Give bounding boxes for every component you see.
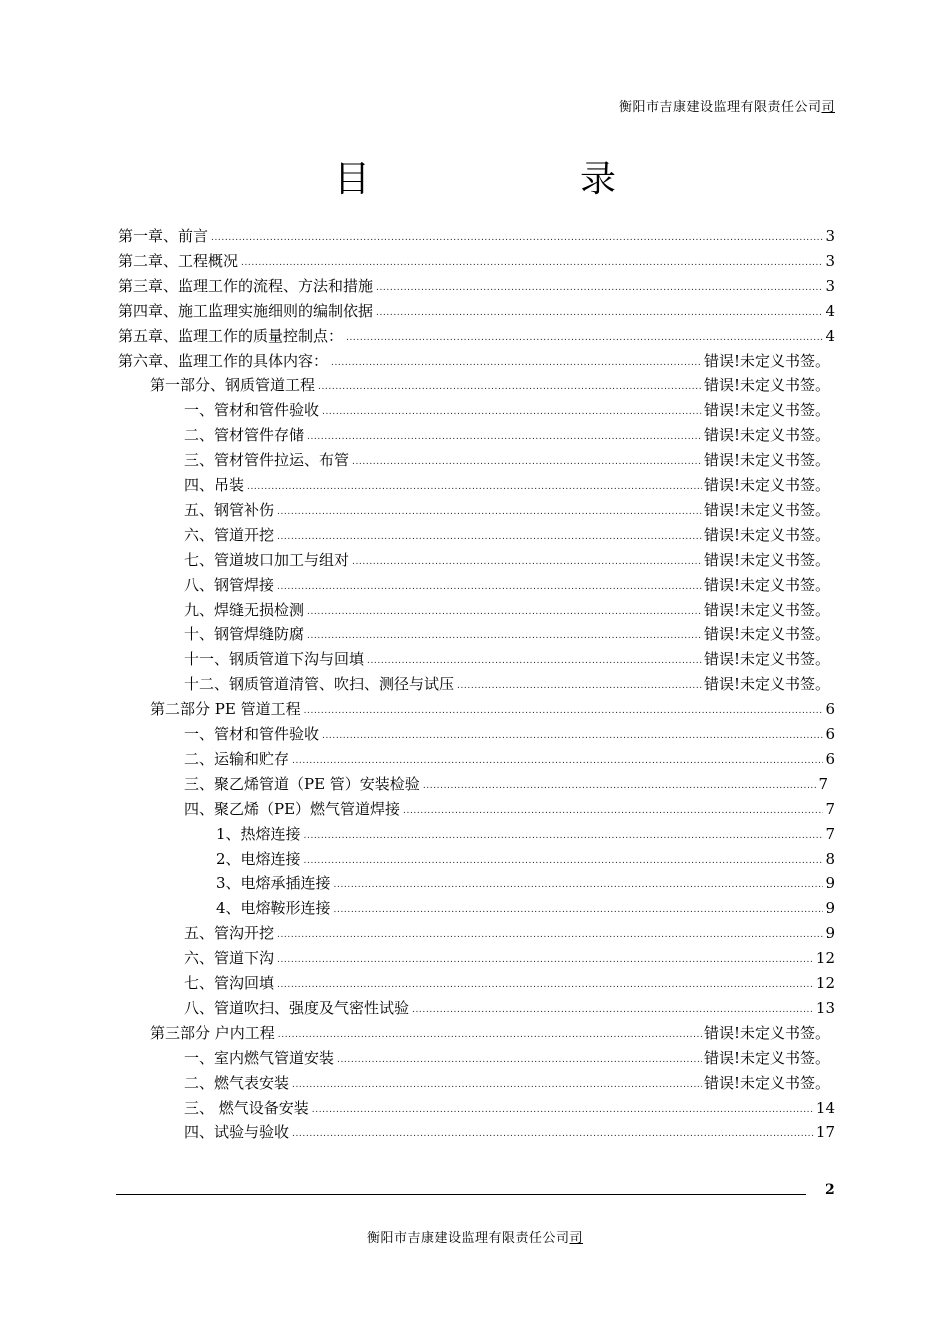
toc-dot-leader [278, 1022, 702, 1044]
toc-entry-page: 错误!未定义书签。 [703, 351, 830, 370]
toc-dot-leader [346, 325, 823, 347]
toc-entry[interactable] [184, 673, 830, 695]
page-number: 2 [825, 1182, 835, 1198]
toc-entry-page: 错误!未定义书签。 [703, 600, 830, 619]
toc-entry-title: 五、管沟开挖 [184, 924, 275, 943]
toc-entry-title: 五、钢管补伤 [184, 500, 275, 519]
toc-entry[interactable] [118, 275, 835, 297]
toc-dot-leader [241, 250, 823, 272]
toc-entry-page: 9 [825, 874, 835, 893]
footer-company [0, 1227, 950, 1246]
toc-entry[interactable] [216, 897, 835, 919]
toc-entry-title: 4、电熔鞍形连接 [216, 899, 331, 918]
toc-dot-leader [304, 698, 824, 720]
toc-entry-title: 3、电熔承插连接 [216, 874, 331, 893]
toc-dot-leader [403, 798, 823, 820]
toc-entry-title: 一、管材和管件验收 [184, 401, 320, 420]
toc-entry-title: 九、焊缝无损检测 [184, 600, 305, 619]
toc-dot-leader [376, 300, 823, 322]
toc-entry-page: 12 [815, 949, 835, 968]
toc-entry-page: 3 [825, 227, 835, 245]
toc-entry-title: 第一章、前言 [118, 227, 209, 245]
toc-dot-leader [367, 648, 702, 670]
toc-entry-page: 4 [825, 326, 835, 345]
toc-dot-leader [277, 947, 814, 969]
header-company-tail: 司 [821, 100, 835, 115]
toc-entry-page: 9 [825, 924, 835, 943]
toc-entry-page: 错误!未定义书签。 [703, 426, 830, 445]
toc-entry-title: 十一、钢质管道下沟与回填 [184, 650, 365, 669]
toc-entry[interactable] [184, 798, 835, 820]
toc-entry-title: 第四章、施工监理实施细则的编制依据 [118, 301, 374, 320]
toc-dot-leader [331, 350, 702, 372]
toc-entry-page: 7 [825, 824, 835, 843]
toc-entry-page: 错误!未定义书签。 [703, 675, 830, 694]
toc-entry-page: 6 [825, 749, 835, 768]
footer-company-tail: 司 [569, 1231, 584, 1246]
toc-entry-page: 错误!未定义书签。 [703, 575, 830, 594]
toc-dot-leader [322, 723, 823, 745]
toc-entry-page: 错误!未定义书签。 [703, 500, 830, 519]
toc-entry[interactable] [150, 1022, 830, 1044]
toc-dot-leader [277, 972, 814, 994]
toc-entry-title: 一、室内燃气管道安装 [184, 1048, 335, 1067]
toc-entry[interactable] [150, 698, 835, 720]
toc-entry-title: 六、管道开挖 [184, 525, 275, 544]
toc-dot-leader [307, 424, 702, 446]
toc-entry-page: 7 [825, 799, 835, 818]
toc-entry-page: 错误!未定义书签。 [703, 550, 830, 569]
toc-dot-leader [376, 275, 823, 297]
toc-entry-title: 八、管道吹扫、强度及气密性试验 [184, 998, 410, 1017]
toc-entry-title: 一、管材和管件验收 [184, 725, 320, 743]
toc-entry[interactable] [184, 549, 830, 571]
toc-entry[interactable] [216, 823, 835, 845]
toc-entry[interactable] [184, 997, 835, 1019]
toc-entry-page: 14 [815, 1098, 835, 1117]
toc-dot-leader [247, 474, 702, 496]
toc-entry[interactable] [118, 300, 835, 322]
toc-entry-title: 第一部分、钢质管道工程 [150, 376, 316, 395]
toc-entry-page: 6 [825, 700, 835, 719]
toc-entry-title: 二、运输和贮存 [184, 749, 290, 768]
toc-dot-leader [307, 599, 702, 621]
toc-entry-page: 3 [825, 276, 835, 295]
toc-entry-title: 第二章、工程概况 [118, 251, 239, 270]
toc-entry-page: 17 [815, 1123, 835, 1142]
toc-dot-leader [277, 499, 702, 521]
toc-entry[interactable] [184, 723, 835, 745]
toc-entry[interactable] [184, 1047, 830, 1069]
toc-entry-title: 第二部分 PE 管道工程 [150, 700, 301, 719]
footer-rule [116, 1194, 806, 1195]
toc-entry-title: 八、钢管焊接 [184, 575, 275, 594]
toc-entry-page: 3 [825, 251, 835, 270]
toc-dot-leader [304, 848, 824, 870]
toc-entry[interactable] [184, 648, 830, 670]
toc-dot-leader [292, 1072, 702, 1094]
toc-dot-leader [318, 374, 702, 396]
toc-entry-title: 二、燃气表安装 [184, 1073, 290, 1092]
toc-dot-leader [292, 748, 823, 770]
toc-entry[interactable] [184, 972, 835, 994]
toc-dot-leader [337, 1047, 702, 1069]
toc-dot-leader [457, 673, 702, 695]
toc-entry[interactable] [184, 1121, 835, 1143]
toc-entry-page: 错误!未定义书签。 [703, 476, 830, 494]
toc-dot-leader [334, 872, 824, 894]
toc-dot-leader [322, 399, 702, 421]
toc-entry[interactable] [184, 499, 830, 521]
toc-entry-page: 13 [815, 998, 835, 1017]
toc-dot-leader [277, 524, 702, 546]
toc-entry-title: 四、吊装 [184, 476, 245, 494]
toc-entry[interactable] [118, 350, 830, 372]
toc-entry-page: 6 [825, 725, 835, 743]
toc-entry-title: 四、试验与验收 [184, 1123, 290, 1142]
toc-entry-title: 第五章、监理工作的质量控制点： [118, 326, 344, 345]
toc-dot-leader [277, 574, 702, 596]
toc-entry[interactable] [184, 748, 835, 770]
toc-entry[interactable] [184, 599, 830, 621]
toc-dot-leader [292, 1121, 814, 1143]
toc-dot-leader [352, 549, 702, 571]
toc-entry-page: 错误!未定义书签。 [703, 451, 830, 470]
toc-entry-title: 三、 燃气设备安装 [184, 1098, 309, 1117]
toc-entry-page: 4 [825, 301, 835, 320]
toc-entry[interactable] [118, 325, 835, 347]
toc-entry-title: 七、管道坡口加工与组对 [184, 550, 350, 569]
toc-entry-title: 十二、钢质管道清管、吹扫、测径与试压 [184, 675, 455, 694]
toc-entry[interactable] [184, 574, 830, 596]
toc-entry-title: 三、聚乙烯管道（PE 管）安装检验 [184, 774, 420, 793]
toc-entry[interactable] [184, 424, 830, 446]
toc-entry[interactable] [216, 848, 835, 870]
toc-entry-page: 错误!未定义书签。 [703, 650, 830, 669]
toc-entry-page: 8 [825, 849, 835, 868]
toc-entry[interactable] [216, 872, 835, 894]
toc-entry[interactable] [184, 773, 828, 795]
toc-dot-leader [307, 623, 702, 645]
toc-entry[interactable] [184, 1072, 830, 1094]
toc-entry-title: 二、管材管件存储 [184, 426, 305, 445]
toc-entry-page: 错误!未定义书签。 [703, 1073, 830, 1092]
toc-entry-page: 12 [815, 974, 835, 992]
toc-entry-page: 9 [825, 899, 835, 918]
toc-title-char-1: 目 [334, 159, 371, 200]
toc-entry-title: 六、管道下沟 [184, 949, 275, 968]
toc-entry-title: 七、管沟回填 [184, 974, 275, 992]
toc-entry-title: 2、电熔连接 [216, 849, 301, 868]
toc-entry[interactable] [184, 449, 830, 471]
toc-entry[interactable] [184, 947, 835, 969]
toc-entry-title: 1、热熔连接 [216, 824, 301, 843]
toc-entry[interactable] [184, 399, 830, 421]
toc-entry-title: 三、管材管件拉运、布管 [184, 451, 350, 470]
toc-dot-leader [334, 897, 824, 919]
toc-entry-page: 错误!未定义书签。 [703, 1048, 830, 1067]
header-company-name: 衡阳市吉康建设监理有限责任公司 [618, 100, 822, 115]
toc-entry[interactable] [184, 1097, 835, 1119]
toc-dot-leader [352, 449, 702, 471]
toc-dot-leader [277, 922, 823, 944]
toc-entry[interactable] [150, 374, 830, 396]
toc-entry-title: 十、钢管焊缝防腐 [184, 625, 305, 644]
toc-entry-title: 第三部分 户内工程 [150, 1023, 275, 1042]
footer-company-name: 衡阳市吉康建设监理有限责任公司 [366, 1231, 570, 1246]
toc-entry[interactable] [184, 922, 835, 944]
toc-entry-page: 错误!未定义书签。 [703, 525, 830, 544]
toc-dot-leader [312, 1097, 814, 1119]
toc-entry-page: 错误!未定义书签。 [703, 625, 830, 644]
toc-entry-title: 第六章、监理工作的具体内容： [118, 351, 329, 370]
toc-entry-page: 错误!未定义书签。 [703, 401, 830, 420]
toc-title-char-2: 录 [580, 159, 617, 200]
toc-entry-title: 第三章、监理工作的流程、方法和措施 [118, 276, 374, 295]
toc-dot-leader [412, 997, 814, 1019]
toc-dot-leader [211, 225, 823, 247]
toc-entry-page: 错误!未定义书签。 [703, 1023, 830, 1042]
toc-entry-page: 错误!未定义书签。 [703, 376, 830, 395]
toc-dot-leader [423, 773, 817, 795]
toc-entry[interactable] [184, 524, 830, 546]
toc-entry-page: 7 [818, 774, 828, 793]
toc-entry[interactable] [184, 474, 830, 496]
toc-title [0, 155, 950, 205]
toc-entry[interactable] [118, 225, 835, 247]
toc-entry[interactable] [118, 250, 835, 272]
toc-dot-leader [304, 823, 824, 845]
header-company [619, 96, 835, 115]
toc-entry[interactable] [184, 623, 830, 645]
toc-entry-title: 四、聚乙烯（PE）燃气管道焊接 [184, 799, 401, 818]
